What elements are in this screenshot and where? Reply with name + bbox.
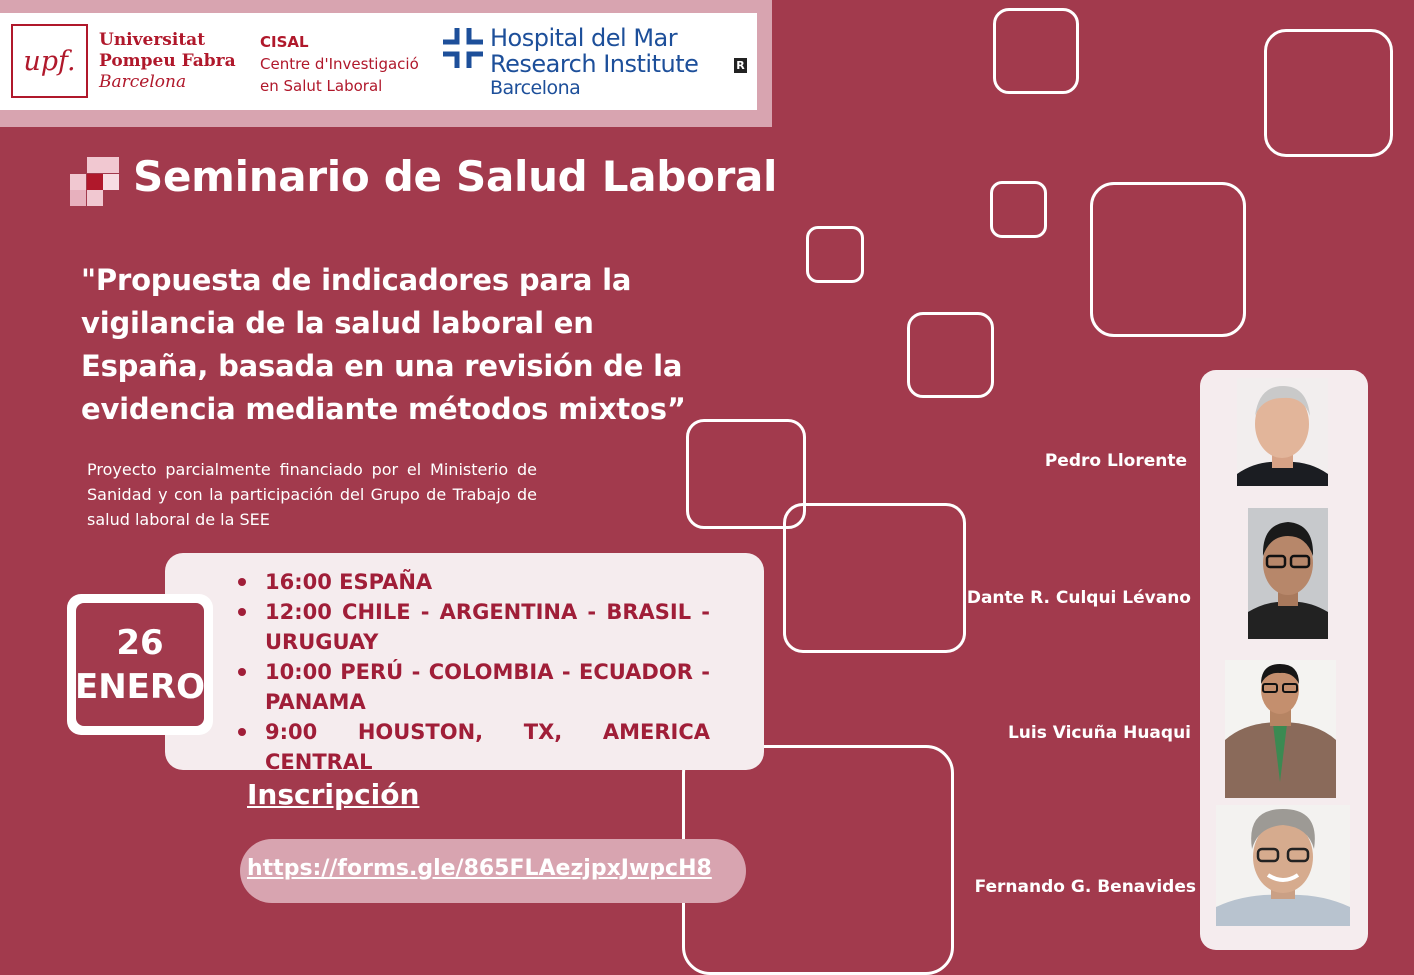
registration-link[interactable]: https://forms.gle/865FLAezjpxJwpcH8 bbox=[247, 856, 712, 881]
date-badge bbox=[76, 603, 204, 726]
hospital-cross-icon bbox=[441, 26, 485, 70]
schedule-item: 16:00 ESPAÑA bbox=[230, 567, 710, 597]
schedule-list bbox=[230, 567, 710, 777]
decorative-square bbox=[783, 503, 966, 653]
date-month: ENERO bbox=[75, 666, 205, 707]
speaker-photo bbox=[1216, 805, 1350, 926]
checker-squares-icon bbox=[70, 157, 120, 207]
decorative-square bbox=[990, 181, 1047, 238]
talk-title: "Propuesta de indicadores para la vigilancia de la salud laboral en España, basada en una revisión de la evidencia mediante métodos mixtos” bbox=[81, 263, 686, 426]
decorative-square bbox=[1090, 182, 1246, 337]
funding-note: Proyecto parcialmente financiado por el Ministerio de Sanidad y con la participación del Grupo de Trabajo de salud laboral de la SEE bbox=[87, 460, 537, 529]
cisal-logo: CISAL Centre d'Investigació en Salut Laboral bbox=[260, 33, 419, 95]
speaker-name: Luis Vicuña Huaqui bbox=[1007, 723, 1191, 743]
registered-mark: R bbox=[734, 58, 747, 73]
speaker-photo bbox=[1225, 660, 1336, 798]
schedule-item: 10:00 PERÚ - COLOMBIA - ECUADOR - PANAMA bbox=[230, 657, 710, 717]
upf-logo-mark: upf. bbox=[11, 24, 88, 98]
speaker-photo bbox=[1248, 508, 1328, 639]
registration-heading: Inscripción bbox=[247, 778, 420, 811]
schedule-item: 12:00 CHILE - ARGENTINA - BRASIL - URUGUAY bbox=[230, 597, 710, 657]
schedule-item: 9:00 HOUSTON, TX, AMERICA CENTRAL bbox=[230, 717, 710, 777]
hospital-del-mar-logo: Hospital del Mar Research Institute Barcelona bbox=[490, 24, 699, 99]
page-title: Seminario de Salud Laboral bbox=[133, 152, 778, 201]
upf-logo-text: Universitat Pompeu Fabra Barcelona bbox=[99, 30, 236, 92]
decorative-square bbox=[907, 312, 994, 398]
decorative-square bbox=[806, 226, 864, 283]
speaker-name: Fernando G. Benavides bbox=[974, 877, 1196, 897]
date-day: 26 bbox=[116, 622, 164, 663]
speaker-photo bbox=[1237, 378, 1328, 486]
speaker-name: Dante R. Culqui Lévano bbox=[966, 588, 1191, 608]
decorative-square bbox=[1264, 29, 1393, 157]
speaker-name: Pedro Llorente bbox=[1044, 451, 1187, 471]
decorative-square bbox=[993, 8, 1079, 94]
